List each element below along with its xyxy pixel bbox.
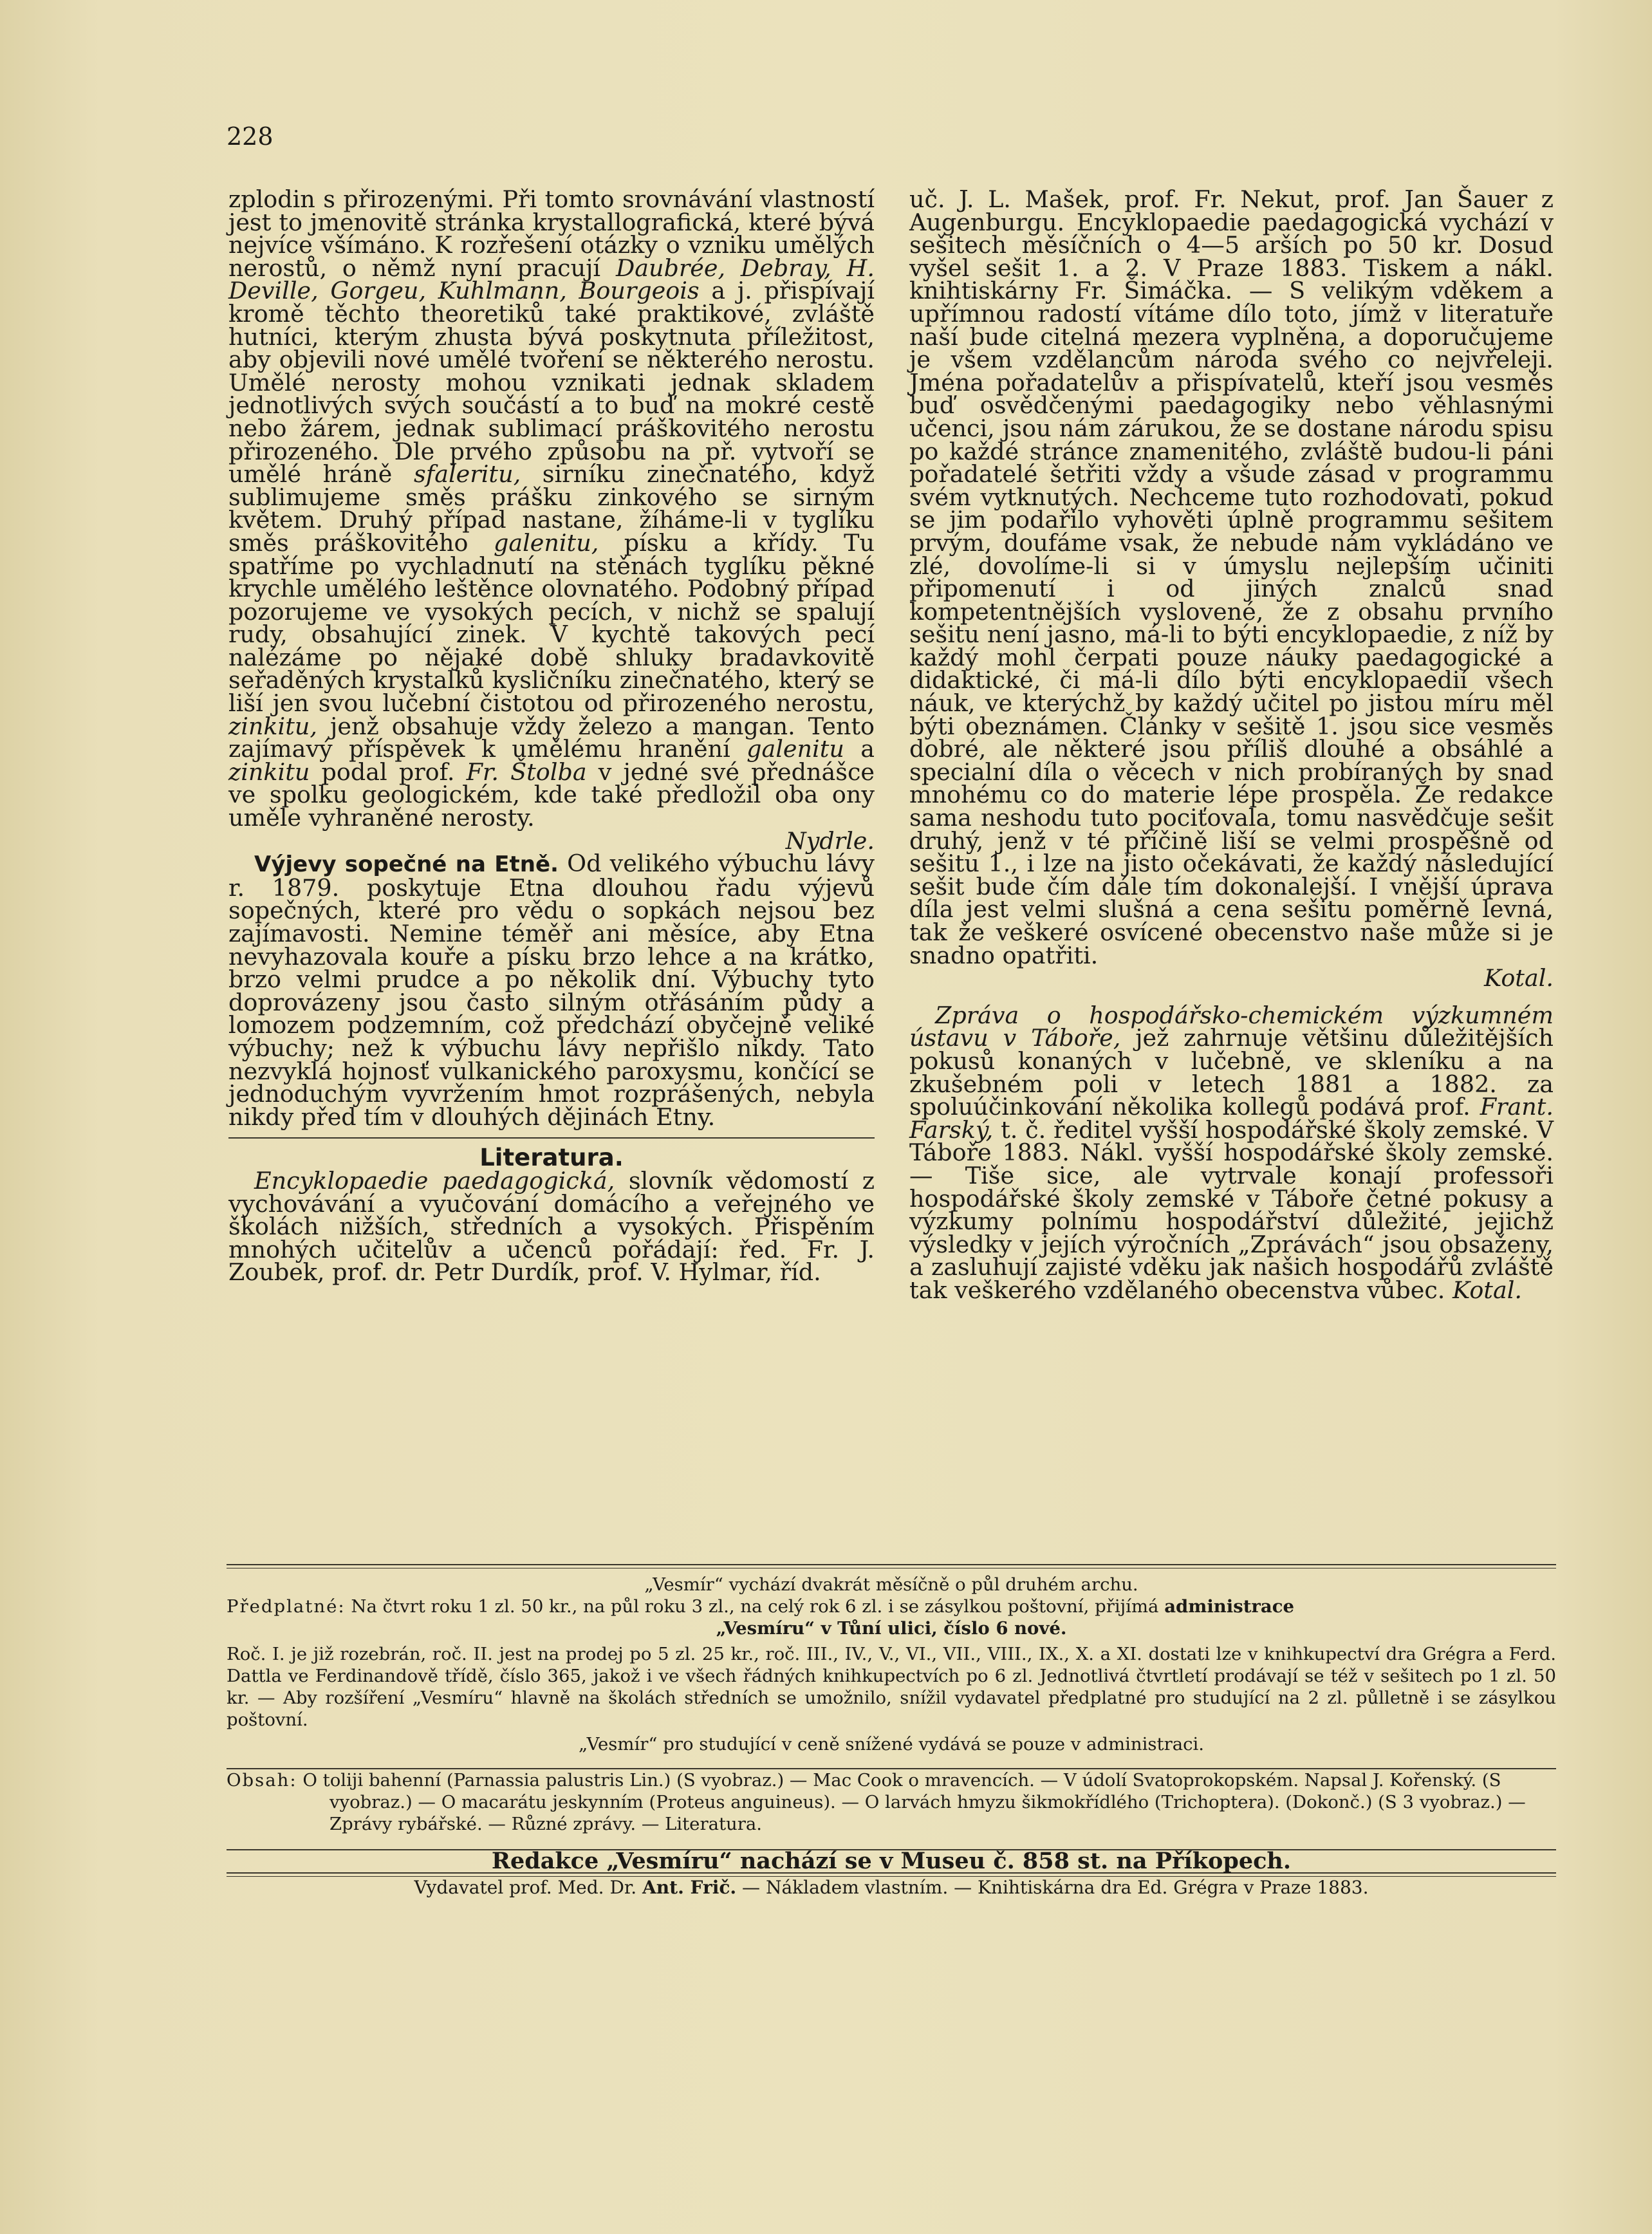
article-artificial-minerals: zplodin s přirozenými. Při tomto srovnávání vlastností jest to jmenovitě stránka krystallografická, které bývá nejvíce všímáno. K rozřešení otázky o vzniku umělých nerostů, o němž nyní pracují Daubrée, Debray, H. Deville, Gorgeu, Kuhlmann, Bourgeois a j. přispívají kromě těchto theoretiků také praktikové, zvláště hutníci, kterým zhusta bývá poskytnuta příležitost, aby objevili nové umělé tvoření se některého nerostu. Umělé nerosty mohou vznikati jednak skladem jednotlivých svých součástí a to buď na mokré cestě nebo žárem, jednak sublimací práškovitého nerostu přirozeného. Dle prvého způsobu na př. vytvoří se umělé hráně sfaleritu, sirníku zinečnatého, když sublimujeme směs prášku zinkového se sirným květem. Druhý případ nastane, žíháme-li v tyglíku směs práškovitého galenitu, písku a křídy. Tu spatříme po vychladnutí na stěnách tyglíku pěkné krychle umělého leštěnce olovnatého. Podobný případ pozorujeme ve vysokých pecích, v nichž se spalují rudy, obsahující zinek. V kychtě takových pecí nalézáme po nějaké době shluky bradavkovitě seřaděných krystalků kysličníku zinečnatého, který se liší jen svou lučební čistotou od přirozeného nerostu, zinkitu, jenž obsahuje vždy železo a mangan. Tento zajímavý příspěvek k umělému hranění galenitu a zinkitu podal prof. Fr. Štolba v jedné své přednášce ve spolku geologickém, kde také předložil oba ony uměle vyhraněné nerosty. (228, 185, 875, 832)
footer-students: „Vesmír“ pro studující v ceně snížené vydává se pouze v administraci. (578, 1734, 1205, 1755)
author-names: Daubrée, Debray, H. Deville, Gorgeu, Kuhlmann, Bourgeois (228, 254, 875, 305)
footer-editorial-office: Redakce „Vesmíru“ nachází se v Museu č. 858 st. na Příkopech. (491, 1848, 1292, 1874)
right-column (909, 185, 1554, 1304)
article-etna: Výjevy sopečné na Etně. Od velikého výbuchu lávy r. 1879. poskytuje Etna dlouhou řadu výjevů sopečných, které pro vědu o sopkách nejsou bez zajímavosti. Nemine téměř ani měsíce, aby Etna nevyhazovala kouře a písku brzo lehce a na krátko, brzo velmi prudce a po několik dní. Výbuchy tyto doprovázeny jsou často silným otřásáním půdy a lomozem podzemním, což předchází obyčejně veliké výbuchy; než k výbuchu lávy nepřišlo nikdy. Tato nezvyklá hojnosť vulkanického paroxysmu, končící se jednoduchým vyvržením hmot rozprášených, nebyla nikdy před tím v dlouhých dějinách Etny. (228, 850, 875, 1131)
footer-subscription: Předplatné: Na čtvrt roku 1 zl. 50 kr., na půl roku 3 zl., na celý rok 6 zl. i se zásylkou poštovní, přijímá administrace (227, 1596, 1294, 1617)
signature-kotal-2: Kotal. (1452, 1276, 1522, 1304)
page-footer (227, 1564, 1556, 1899)
review-encyclopedia: Encyklopaedie paedagogická, slovník vědomostí z vychovávání a vyučování domácího a veřejného ve školách nižších, středních a vysokých. Přispěním mnohých učitelův a učenců pořádají: řed. Fr. J. Zoubek, prof. dr. Petr Durdík, prof. V. Hylmar, říd. (228, 1166, 875, 1287)
signature-kotal-1: Kotal. (1484, 964, 1554, 992)
review-encyclopedia-cont: uč. J. L. Mašek, prof. Fr. Nekut, prof. Jan Šauer z Augenburgu. Encyklopaedie paedagogická vychází v sešitech měsíčních o 4—5 arších po 50 kr. Dosud vyšel sešit 1. a 2. V Praze 1883. Tiskem a nákl. knihtiskárny Fr. Šimáčka. — S velikým vděkem a upřímnou radostí vítáme dílo toto, jímž v literatuře naší bude citelná mezera vyplněna, a doporučujeme je všem vzdělancům národa svého co nejvřeleji. Jména pořadatelův a přispívatelů, kteří jsou vesměs buď osvědčenými paedagogiky nebo věhlasnými učenci, jsou nám zárukou, že se dostane národu spisu po každé stránce znamenitého, zvláště budou-li páni pořadatelé šetřiti vždy a všude zásad v programmu svém vytknutých. Nechceme tuto rozhodovati, pokud se jim podařilo vyhověti úplně programmu sešitem prvým, doufáme vsak, že nebude nám vykládáno ve zlé, dovolíme-li si v úmyslu nejlepším učiniti připomenutí i od jiných znalců snad kompetentnějších vyslovené, že z obsahu prvního sešitu není jasno, má-li to býti encyklopaedie, z níž by každý mohl čerpati pouze náuky paedagogické a didaktické, či má-li dílo býti encyklopaedií všech náuk, ve kterýchž by každý učitel po jistou míru měl býti obeznámen. Články v sešitě 1. jsou sice vesměs dobré, ale některé jsou příliš dlouhé a obsáhlé a specialní díla o věcech v nich probíraných by snad mnohému co do materie lépe prospěla. Že redakce sama neshodu tuto pociťovala, tomu nasvědčuje sešit druhý, jenž v té příčině liší se velmi prospěšně od sešitu 1., i lze na jisto očekávati, že každý následující sešit bude čím dále tím dokonalejší. I vnější úprava díla jest velmi slušná a cena sešitu poměrně levná, tak že veškeré osvícené obecenstvo naše může si je snadno opatřiti. (909, 185, 1554, 969)
left-column (228, 185, 875, 1287)
section-heading-literatura: Literatura. (479, 1144, 624, 1172)
footer-top-rule (227, 1564, 1556, 1568)
footer-vesmir-line: „Vesmír“ vychází dvakrát měsíčně o půl druhém archu. (644, 1574, 1138, 1595)
review-tabor-report: Zpráva o hospodářsko-chemickém výzkumném ústavu v Táboře, jež zahrnuje většinu důležitějších pokusů konaných v lučebně, ve skleníku a na zkušebném poli v letech 1881 a 1882. za spoluúčinkování několika kollegů podává prof. Frant. Farský, t. č. ředitel vyšší hospodářské školy zemské. V Táboře 1883. Nákl. vyšší hospodářské školy zemské. — Tiše sice, ale vytrvale konají professoři hospodářské školy zemské v Táboře četné pokusy a výzkumy polnímu hospodářství důležité, jejichž výsledky v jejích výročních „Zprávách“ jsou obsaženy, a zasluhují zajisté vděku jak našich hospodářů zvláště tak veškerého vzdělaného obecenstva vůbec. Kotal. (909, 1001, 1554, 1304)
footer-address: „Vesmíru“ v Tůní ulici, číslo 6 nové. (716, 1618, 1067, 1639)
book-title-tabor-report: Zpráva o hospodářsko-chemickém výzkumném ústavu v Táboře, (909, 1001, 1554, 1052)
book-title-encyclopedia: Encyklopaedie paedagogická, (254, 1166, 615, 1195)
footer-contents: Obsah: O toliji bahenní (Parnassia palustris Lin.) (S vyobraz.) — Mac Cook o mravencích. — V údolí Svatoprokopském. Napsal J. Kořenský. (S vyobraz.) — O macarátu jeskynním (Proteus anguineus). — O larvách hmyzu šikmokřídlého (Trichoptera). (Dokonč.) (S 3 vyobraz.) — Zprávy rybářské. — Různé zprávy. — Literatura. (227, 1770, 1526, 1834)
article-title-etna: Výjevy sopečné na Etně. (254, 852, 559, 878)
signature-nydrle: Nydrle. (785, 826, 875, 855)
footer-volumes: Roč. I. je již rozebrán, roč. II. jest na prodej po 5 zl. 25 kr., roč. III., IV., V., VI., VII., VIII., IX., X. a XI. dostati lze v knihkupectví dra Grégra a Ferd. Dattla ve Ferdinandově třídě, číslo 365, jakož i ve všech řádných knihkupectvích po 6 zl. Jednotlivá čtvrtletí prodávají se též v sešitech po 1 zl. 50 kr. — Aby rozšíření „Vesmíru“ hlavně na školách středních se umožnilo, snížil vydavatel předplatné pro studující na 2 zl. půlletně i se zásylkou poštovní. (227, 1644, 1556, 1730)
footer-publisher: Vydavatel prof. Med. Dr. Ant. Frič. — Nákladem vlastním. — Knihtiskárna dra Ed. Grégra v Praze 1883. (414, 1877, 1369, 1898)
section-divider (228, 1137, 875, 1139)
page-number: 228 (227, 122, 274, 151)
